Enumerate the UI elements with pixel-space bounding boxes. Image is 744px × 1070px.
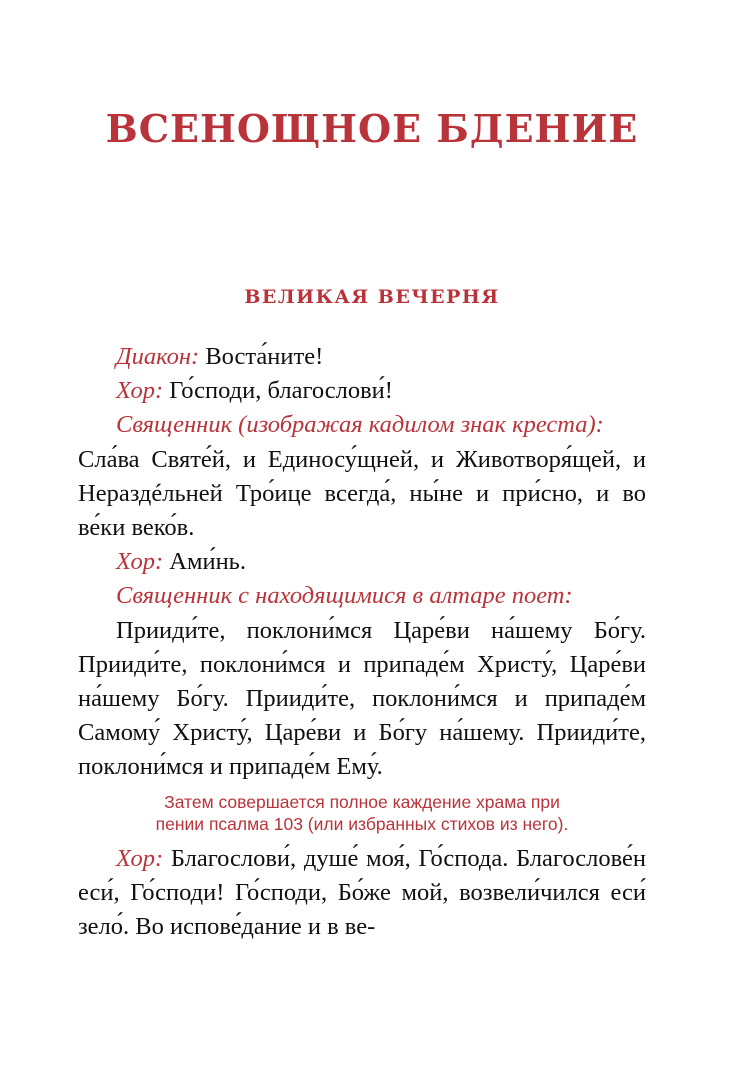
doxology-paragraph [78,443,646,546]
paragraph-text: Прииди́те, поклони́мся Царе́ви на́шему Бо́гу. Прииди́те, поклони́мся и припаде́м Христу́, Царе́ви на́шему Бо́гу. Прииди́те, поклони́мся и припаде́м Самому́ Христу́, Царе́ви и Бо́гу на́шему. Прииди́те, поклони́мся и припаде́м Ему́. [78,616,646,781]
speaker-label: Священник с находящимися в алтаре поет: [116,582,573,610]
speaker-label: Диакон: [116,343,200,370]
line-text: Ами́нь. [163,548,246,576]
come-let-us-worship-paragraph [78,614,646,785]
rubric-line: Затем совершается полное каждение храма при [164,791,560,812]
psalm-paragraph [78,842,646,945]
section-title: ВЕЛИКАЯ ВЕЧЕРНЯ [244,286,500,308]
censing-rubric [78,791,646,835]
page-title: ВСЕНОЩНОЕ БДЕНИЕ [105,106,639,151]
deacon-line [78,340,646,374]
choir-line [78,374,646,408]
speaker-label: Хор: [116,548,164,576]
line-text: Воста́ните! [199,343,324,370]
speaker-label: Хор: [116,377,164,405]
speaker-label: Хор: [116,844,164,872]
paragraph-text: Сла́ва Святе́й, и Единосу́щней, и Животворя́щей, и Нераздéльней Тро́ице всегда́, ны́не и при́сно, и во ве́ки веко́в. [78,445,646,542]
service-text [78,340,646,944]
priest-rubric-line [78,408,646,442]
line-text: Го́споди, благослови́! [163,377,393,405]
paragraph-text: Благослови́, душе́ моя́, Го́спода. Благослове́н еси́, Го́споди! Го́споди, Бо́же мой, возвели́чился еси́ зело́. Во испове́дание и в ве- [78,844,646,941]
priest-altar-line [78,579,646,613]
choir-amen-line [78,545,646,579]
rubric-line: пении псалма 103 (или избранных стихов из него). [155,813,569,834]
speaker-label: Священник (изображая кадилом знак креста): [116,411,604,439]
